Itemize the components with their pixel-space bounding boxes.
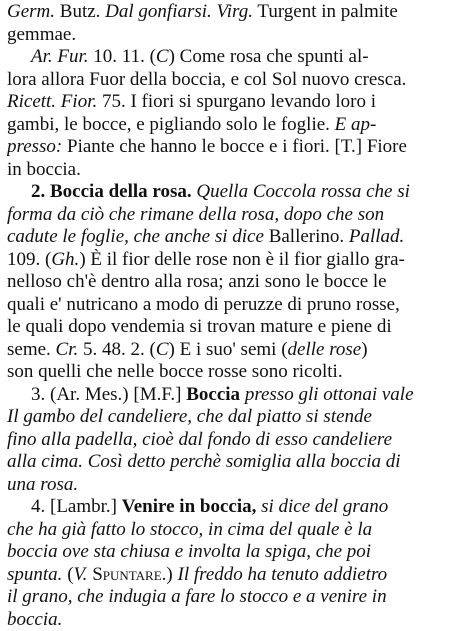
text-run: le quali dopo vendemia si trovan mature e piene di [7,316,392,337]
text-run: Ar. Fur. [31,46,89,67]
text-line [7,541,465,564]
text-line [7,474,465,497]
text-line [7,451,465,474]
text-line [7,159,465,182]
text-run: si dice del grano [256,496,388,517]
text-run: ) Come rosa che spunti al- [169,46,369,67]
text-run: boccia ove sta chiusa e involta la spiga, che poi [7,541,371,562]
text-run: lora allora Fuor della boccia, e col Sol nuovo cresca. [7,69,406,90]
text-line [7,519,465,542]
text-run: ) E i suo' semi ( [169,339,288,360]
text-line [7,361,465,384]
text-run: Ricett. Fior. [7,91,97,112]
text-run: V. [74,564,88,585]
text-line [7,24,465,47]
text-run: fino alla padella, cioè dal fondo di esso candeliere [7,429,392,450]
text-run: ) È il fior delle rose non è il fior giallo gra- [79,249,405,270]
text-run: C [156,339,169,360]
text-run: 10. 11. ( [89,46,156,67]
text-line [7,384,465,407]
text-run: Gh. [51,249,79,270]
text-run: 75. I fiori si spurgano levando loro i [97,91,376,112]
text-run: alla cima. Così detto perchè somiglia alla boccia di [7,451,401,472]
text-line [7,46,465,69]
text-line [7,271,465,294]
text-run: Dal gonfiarsi. Virg. [105,1,253,22]
text-run: ( [62,564,73,585]
text-line [7,1,465,24]
text-run: son quelli che nelle bocce rosse sono ricolti. [7,361,343,382]
text-run: una rosa. [7,474,78,495]
text-line [7,339,465,362]
text-run: Il gambo del candeliere, che dal piatto si stende [7,406,372,427]
text-line [7,136,465,159]
text-run: seme. [7,339,56,360]
text-run: cadute le foglie, che anche si dice [7,226,264,247]
text-run: Germ. [7,1,55,22]
text-line [7,91,465,114]
text-run: gambi, le bocce, e pigliando solo le foglie. [7,114,335,135]
text-line [7,204,465,227]
text-line [7,294,465,317]
text-line [7,226,465,249]
text-run: ) [166,564,177,585]
text-run: C [156,46,169,67]
text-line [7,496,465,519]
text-run: boccia. [7,609,62,630]
text-line [7,586,465,609]
text-run: 5. 48. 2. ( [78,339,156,360]
text-line [7,316,465,339]
text-run: in boccia. [7,159,81,180]
text-run: Quella Coccola rossa che si [192,181,410,202]
text-run: E ap- [335,114,377,135]
text-run: 4. [Lambr.] [31,496,122,517]
text-line [7,181,465,204]
text-run: presso gli ottonai vale [240,384,413,405]
text-run: Il freddo ha tenuto addietro [178,564,388,585]
text-run: Spuntare. [87,564,166,585]
text-run: Pallad. [349,226,404,247]
text-run: forma da ciò che rimane della rosa, dopo che son [7,204,384,225]
text-run: gemmae. [7,24,76,45]
headword: Boccia [186,384,240,405]
text-line [7,406,465,429]
text-line [7,429,465,452]
text-line [7,249,465,272]
text-line [7,564,465,587]
text-run: Cr. [56,339,79,360]
text-run: il grano, che indugia a fare lo stocco e a venire in [7,586,387,607]
text-line [7,609,465,631]
text-run: delle rose [288,339,362,360]
text-run: presso: [7,136,62,157]
text-run: spunta. [7,564,62,585]
text-line [7,69,465,92]
text-run: Butz. [55,1,105,22]
text-run: Piante che hanno le bocce e i fiori. [T.] Fiore [62,136,407,157]
text-run: Turgent in palmite [253,1,398,22]
text-run: 3. (Ar. Mes.) [M.F.] [31,384,186,405]
text-run: ) [361,339,367,360]
headword: 2. Boccia della rosa. [31,181,192,202]
text-run: nelloso ch'è dentro alla rosa; anzi sono le bocce le [7,271,387,292]
text-run: Ballerino. [264,226,349,247]
text-line [7,114,465,137]
text-run: che ha già fatto lo stocco, in cima del quale è la [7,519,372,540]
text-run: quali e' nutricano a modo di peruzze di pruno rosse, [7,294,400,315]
headword: Venire in boccia, [122,496,257,517]
text-run: 109. ( [7,249,51,270]
